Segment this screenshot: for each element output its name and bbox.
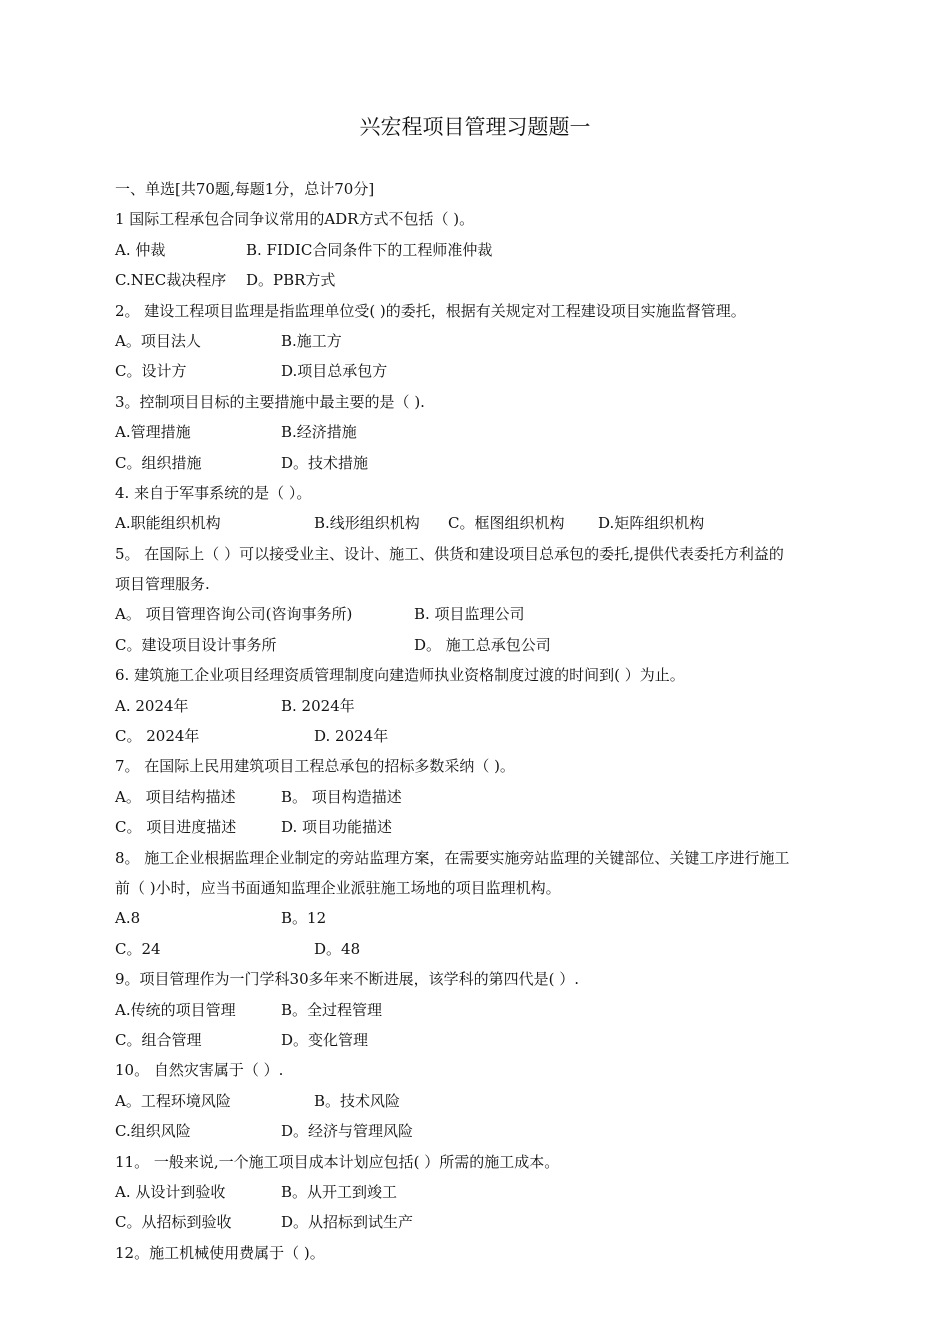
option-d: D。变化管理 xyxy=(281,1030,369,1049)
option-row xyxy=(115,417,905,447)
question-text: 11。 一般来说,一个施工项目成本计划应包括( ）所需的施工成本。 xyxy=(115,1152,560,1171)
option-c: C。建设项目设计事务所 xyxy=(115,635,277,654)
option-c: C。组合管理 xyxy=(115,1030,202,1049)
option-row xyxy=(115,1025,905,1055)
question-text: 12。施工机械使用费属于（ )。 xyxy=(115,1243,325,1262)
option-c: C。 项目进度描述 xyxy=(115,818,237,837)
option-b: B。技术风险 xyxy=(314,1091,401,1110)
question-text: 9。项目管理作为一门学科30多年来不断进展，该学科的第四代是( ）. xyxy=(115,970,580,989)
question-text: 6. 建筑施工企业项目经理资质管理制度向建造师执业资格制度过渡的时间到( ）为止。 xyxy=(115,666,685,685)
option-d: D. 2024年 xyxy=(314,727,389,746)
option-a: A.职能组织机构 xyxy=(115,514,221,533)
option-b: B.经济措施 xyxy=(281,423,357,442)
option-d: D。 施工总承包公司 xyxy=(414,635,551,654)
option-d: D。经济与管理风险 xyxy=(281,1122,414,1141)
option-row xyxy=(115,508,905,538)
option-row xyxy=(115,326,905,356)
option-row xyxy=(115,235,905,265)
option-row xyxy=(115,691,905,721)
option-d: D。48 xyxy=(314,939,361,958)
option-row xyxy=(115,995,905,1025)
option-b: B. 2024年 xyxy=(281,696,355,715)
option-a: A. 从设计到验收 xyxy=(115,1182,226,1201)
option-b: B。 项目构造描述 xyxy=(281,787,402,806)
option-c: C.NEC裁决程序 xyxy=(115,271,227,290)
option-d: D。从招标到试生产 xyxy=(281,1213,414,1232)
question-text: 1 国际工程承包合同争议常用的ADR方式不包括（ )。 xyxy=(115,210,475,229)
question-text: 5。 在国际上（ ）可以接受业主、设计、施工、供货和建设项目总承包的委托,提供代表委托方利益的 xyxy=(115,544,784,563)
option-c: C。框图组织机构 xyxy=(448,514,565,533)
question-text-continued: 项目管理服务. xyxy=(115,575,210,594)
option-b: B. FIDIC合同条件下的工程师准仲裁 xyxy=(246,240,493,259)
option-row xyxy=(115,1116,905,1146)
option-c: C.组织风险 xyxy=(115,1122,191,1141)
question-text: 2。 建设工程项目监理是指监理单位受( )的委托，根据有关规定对工程建设项目实施监督管理。 xyxy=(115,301,746,320)
option-b: B。从开工到竣工 xyxy=(281,1182,398,1201)
option-a: A。 项目结构描述 xyxy=(115,787,236,806)
option-c: C。 2024年 xyxy=(115,727,200,746)
question-text: 10。 自然灾害属于（ ）. xyxy=(115,1061,284,1080)
option-row xyxy=(115,1207,905,1237)
option-a: A. 2024年 xyxy=(115,696,189,715)
option-b: B. 项目监理公司 xyxy=(414,605,525,624)
option-row xyxy=(115,630,905,660)
option-c: C。从招标到验收 xyxy=(115,1213,232,1232)
option-row xyxy=(115,448,905,478)
question-text-continued: 前（ )小时，应当书面通知监理企业派驻施工场地的项目监理机构。 xyxy=(115,878,561,897)
option-row xyxy=(115,934,905,964)
option-a: A. 仲裁 xyxy=(115,240,166,259)
option-row xyxy=(115,356,905,386)
option-d: D. 项目功能描述 xyxy=(281,818,393,837)
option-row xyxy=(115,721,905,751)
option-d: D.项目总承包方 xyxy=(281,362,388,381)
question-text: 3。控制项目目标的主要措施中最主要的是（ ). xyxy=(115,392,425,411)
question-text: 7。 在国际上民用建筑项目工程总承包的招标多数采纳（ )。 xyxy=(115,757,515,776)
option-a: A.管理措施 xyxy=(115,423,191,442)
option-a: A。 项目管理咨询公司(咨询事务所) xyxy=(115,605,353,624)
option-row xyxy=(115,265,905,295)
option-b: B.线形组织机构 xyxy=(314,514,420,533)
option-a: A.8 xyxy=(115,909,141,928)
option-b: B。全过程管理 xyxy=(281,1000,383,1019)
option-row xyxy=(115,812,905,842)
option-d: D。技术措施 xyxy=(281,453,369,472)
option-a: A。工程环境风险 xyxy=(115,1091,231,1110)
option-c: C。组织措施 xyxy=(115,453,202,472)
option-c: C。24 xyxy=(115,939,161,958)
option-row xyxy=(115,599,905,629)
option-row xyxy=(115,1177,905,1207)
section-header: 一、单选[共70题,每题1分，总计70分] xyxy=(115,180,375,198)
option-row xyxy=(115,1086,905,1116)
option-a: A。项目法人 xyxy=(115,331,201,350)
option-row xyxy=(115,782,905,812)
option-b: B。12 xyxy=(281,909,327,928)
option-d: D.矩阵组织机构 xyxy=(598,514,705,533)
option-a: A.传统的项目管理 xyxy=(115,1000,236,1019)
option-d: D。PBR方式 xyxy=(246,271,336,290)
exam-content xyxy=(115,174,905,1268)
document-title: 兴宏程项目管理习题题一 xyxy=(359,115,591,139)
question-text: 8。 施工企业根据监理企业制定的旁站监理方案，在需要实施旁站监理的关键部位、关键工序进行施工 xyxy=(115,848,790,867)
question-text: 4. 来自于军事系统的是（ ）。 xyxy=(115,483,312,502)
option-b: B.施工方 xyxy=(281,331,342,350)
option-c: C。设计方 xyxy=(115,362,187,381)
option-row xyxy=(115,903,905,933)
